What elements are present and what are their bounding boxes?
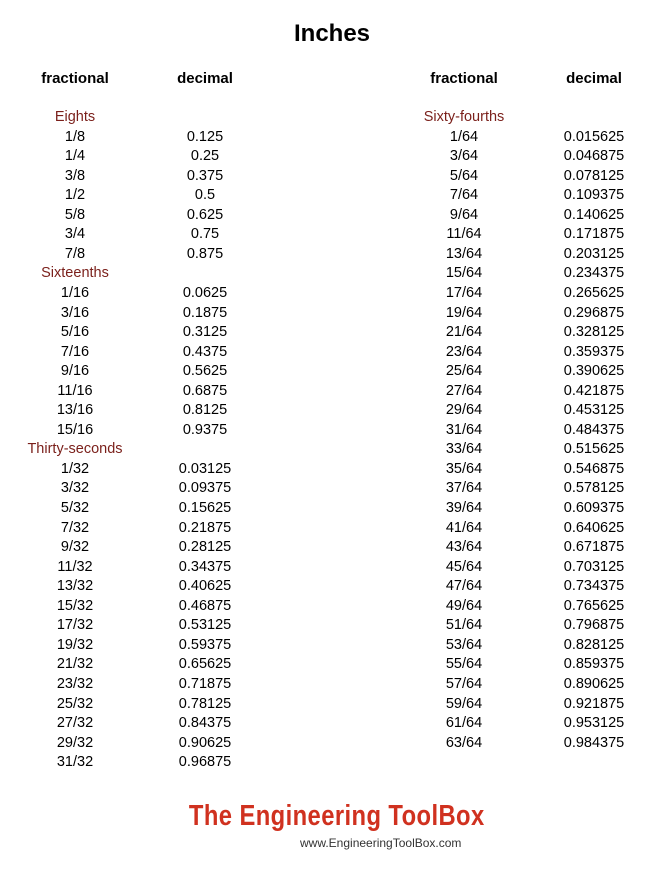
fraction-cell: 11/64	[446, 226, 482, 243]
decimal-cell: 0.296875	[563, 304, 625, 321]
fraction-cell: 37/64	[445, 480, 483, 497]
fraction-cell: 23/32	[56, 675, 94, 692]
decimal-cell: 0.921875	[563, 695, 625, 712]
decimal-cell: 0.421875	[563, 382, 625, 399]
table-row	[0, 479, 664, 499]
decimal-cell: 0.234375	[563, 265, 625, 282]
fraction-cell: 17/32	[56, 617, 94, 634]
fraction-cell: 7/64	[449, 187, 479, 204]
fraction-cell: 21/32	[56, 656, 94, 673]
fraction-cell: 7/16	[60, 343, 90, 360]
decimal-cell: 0.78125	[178, 695, 232, 712]
fraction-cell: 31/64	[445, 421, 483, 438]
fraction-cell: 13/64	[445, 245, 483, 262]
fraction-cell: 1/32	[60, 460, 90, 477]
fraction-cell: 29/64	[445, 402, 483, 419]
fraction-cell: 15/32	[56, 597, 94, 614]
section-label: Sixty-fourths	[423, 109, 505, 125]
fraction-cell: 3/8	[64, 167, 86, 184]
left-fractional-header: fractional	[41, 70, 109, 87]
decimal-cell: 0.140625	[563, 206, 625, 223]
fraction-cell: 23/64	[445, 343, 483, 360]
decimal-cell: 0.96875	[178, 754, 232, 771]
table-row	[0, 499, 664, 519]
table-row	[0, 186, 664, 206]
decimal-cell: 0.671875	[563, 539, 625, 556]
fraction-cell: 17/64	[445, 284, 483, 301]
table-row	[0, 264, 664, 284]
decimal-cell: 0.9375	[182, 421, 228, 438]
decimal-cell: 0.703125	[563, 558, 625, 575]
table-row	[0, 206, 664, 226]
decimal-cell: 0.75	[190, 226, 220, 243]
decimal-cell: 0.1875	[182, 304, 228, 321]
section-label: Eights	[54, 109, 96, 125]
fraction-cell: 33/64	[445, 441, 483, 458]
fraction-cell: 1/64	[449, 128, 479, 145]
decimal-cell: 0.53125	[178, 617, 232, 634]
decimal-cell: 0.734375	[563, 578, 625, 595]
decimal-cell: 0.046875	[563, 148, 625, 165]
decimal-cell: 0.0625	[182, 284, 228, 301]
table-row	[0, 558, 664, 578]
table-row	[0, 675, 664, 695]
fraction-cell: 19/64	[445, 304, 483, 321]
table-row	[0, 695, 664, 715]
decimal-cell: 0.546875	[563, 460, 625, 477]
decimal-cell: 0.3125	[182, 324, 228, 341]
table-row	[0, 636, 664, 656]
table-row	[0, 421, 664, 441]
fraction-cell: 3/64	[449, 148, 479, 165]
decimal-cell: 0.015625	[563, 128, 625, 145]
decimal-cell: 0.90625	[178, 734, 232, 751]
decimal-cell: 0.59375	[178, 636, 232, 653]
decimal-cell: 0.640625	[563, 519, 625, 536]
table-row	[0, 304, 664, 324]
decimal-cell: 0.6875	[182, 382, 228, 399]
table-row	[0, 343, 664, 363]
decimal-cell: 0.609375	[563, 500, 625, 516]
table-row	[0, 714, 664, 734]
table-row	[0, 225, 664, 245]
fraction-cell: 7/8	[64, 245, 86, 262]
fraction-cell: 5/16	[60, 324, 90, 341]
decimal-cell: 0.875	[186, 245, 224, 262]
decimal-cell: 0.484375	[563, 421, 625, 438]
fraction-cell: 5/64	[449, 167, 479, 184]
fraction-cell: 21/64	[445, 324, 483, 341]
right-fractional-header: fractional	[430, 70, 498, 87]
fraction-cell: 3/32	[60, 480, 90, 497]
decimal-cell: 0.828125	[563, 636, 625, 653]
decimal-cell: 0.71875	[178, 675, 232, 692]
table-row	[0, 440, 664, 460]
decimal-cell: 0.328125	[563, 324, 625, 341]
fraction-cell: 15/16	[56, 421, 94, 438]
fraction-cell: 7/32	[60, 519, 90, 536]
table-row	[0, 538, 664, 558]
table-row	[0, 128, 664, 148]
fraction-cell: 49/64	[445, 597, 483, 614]
decimal-cell: 0.078125	[563, 167, 625, 184]
decimal-cell: 0.09375	[178, 480, 232, 497]
fraction-cell: 43/64	[445, 539, 483, 556]
decimal-cell: 0.125	[186, 128, 224, 145]
fraction-cell: 3/16	[60, 304, 90, 321]
decimal-cell: 0.15625	[178, 500, 232, 516]
table-row	[0, 167, 664, 187]
decimal-cell: 0.109375	[563, 187, 625, 204]
fraction-cell: 9/32	[60, 539, 90, 556]
fraction-cell: 35/64	[445, 460, 483, 477]
fraction-cell: 25/32	[56, 695, 94, 712]
decimal-cell: 0.34375	[178, 558, 232, 575]
fraction-cell: 57/64	[445, 675, 483, 692]
decimal-cell: 0.453125	[563, 402, 625, 419]
decimal-cell: 0.5	[194, 187, 216, 204]
fraction-cell: 63/64	[445, 734, 483, 751]
fraction-cell: 9/64	[449, 206, 479, 223]
decimal-cell: 0.265625	[563, 284, 625, 301]
table-row	[0, 577, 664, 597]
fraction-cell: 11/32	[57, 558, 93, 575]
decimal-cell: 0.984375	[563, 734, 625, 751]
decimal-cell: 0.765625	[563, 597, 625, 614]
fraction-cell: 61/64	[445, 715, 483, 732]
fraction-cell: 53/64	[445, 636, 483, 653]
decimal-cell: 0.40625	[178, 578, 232, 595]
decimal-cell: 0.03125	[178, 460, 232, 477]
fraction-cell: 9/16	[60, 363, 90, 380]
decimal-cell: 0.953125	[563, 715, 625, 732]
right-decimal-header: decimal	[566, 70, 622, 87]
decimal-cell: 0.375	[186, 167, 224, 184]
table-row	[0, 245, 664, 265]
decimal-cell: 0.28125	[178, 539, 232, 556]
fraction-cell: 1/4	[64, 148, 86, 165]
fraction-cell: 25/64	[445, 363, 483, 380]
fraction-cell: 1/2	[64, 187, 86, 204]
table-row	[0, 323, 664, 343]
decimal-cell: 0.8125	[182, 402, 228, 419]
fraction-cell: 47/64	[445, 578, 483, 595]
decimal-cell: 0.578125	[563, 480, 625, 497]
table-row	[0, 597, 664, 617]
decimal-cell: 0.46875	[178, 597, 232, 614]
decimal-cell: 0.203125	[563, 245, 625, 262]
table-row	[0, 616, 664, 636]
table-row	[0, 460, 664, 480]
table-row	[0, 362, 664, 382]
fraction-cell: 45/64	[445, 558, 483, 575]
left-decimal-header: decimal	[177, 70, 233, 87]
table-row	[0, 655, 664, 675]
fraction-cell: 41/64	[445, 519, 483, 536]
fraction-cell: 5/32	[60, 500, 90, 516]
fraction-cell: 55/64	[445, 656, 483, 673]
table-row	[0, 734, 664, 754]
section-label: Thirty-seconds	[27, 441, 123, 458]
fraction-cell: 15/64	[445, 265, 483, 282]
engineering-toolbox-logo: The Engineering ToolBox	[188, 800, 485, 832]
decimal-cell: 0.859375	[563, 656, 625, 673]
table-row	[0, 284, 664, 304]
table-row	[0, 519, 664, 539]
table-row	[0, 401, 664, 421]
fraction-cell: 27/64	[445, 382, 483, 399]
table-row	[0, 147, 664, 167]
fraction-cell: 59/64	[445, 695, 483, 712]
decimal-cell: 0.5625	[182, 363, 228, 380]
decimal-cell: 0.890625	[563, 675, 625, 692]
table-row	[0, 382, 664, 402]
decimal-cell: 0.796875	[563, 617, 625, 634]
decimal-cell: 0.390625	[563, 363, 625, 380]
decimal-cell: 0.84375	[178, 715, 232, 732]
fraction-cell: 13/32	[56, 578, 94, 595]
decimal-cell: 0.21875	[178, 519, 232, 536]
decimal-cell: 0.359375	[563, 343, 625, 360]
fraction-cell: 27/32	[56, 715, 94, 732]
decimal-cell: 0.25	[190, 148, 220, 165]
fraction-cell: 51/64	[445, 617, 483, 634]
fraction-cell: 1/16	[60, 284, 90, 301]
fraction-cell: 39/64	[445, 500, 483, 516]
section-label: Sixteenths	[41, 265, 109, 282]
decimal-cell: 0.4375	[182, 343, 228, 360]
table-row	[0, 753, 664, 773]
fraction-cell: 13/16	[56, 402, 94, 419]
fraction-cell: 19/32	[56, 636, 94, 653]
decimal-cell: 0.625	[186, 206, 224, 223]
decimal-cell: 0.65625	[178, 656, 232, 673]
fraction-cell: 5/8	[64, 206, 86, 223]
fraction-cell: 11/16	[57, 382, 93, 399]
fraction-cell: 1/8	[64, 128, 86, 145]
decimal-cell: 0.171875	[563, 226, 625, 243]
page-title: Inches	[293, 20, 371, 47]
fraction-cell: 3/4	[64, 226, 86, 243]
fraction-cell: 29/32	[56, 734, 94, 751]
decimal-cell: 0.515625	[563, 441, 625, 458]
site-url: www.EngineeringToolBox.com	[300, 836, 462, 850]
fraction-cell: 31/32	[56, 754, 94, 771]
